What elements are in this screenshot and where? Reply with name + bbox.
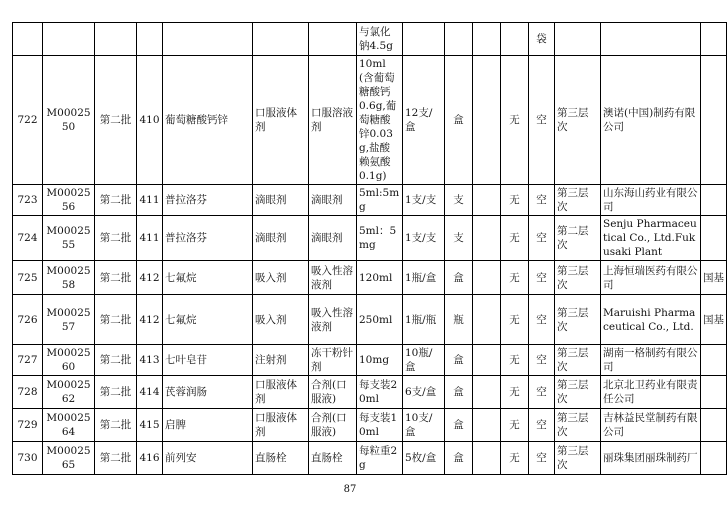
- drug-catalog-table: [12, 22, 727, 475]
- manufacturer-cell: 澳诺(中国)制药有限公司: [601, 56, 701, 185]
- empty-flag-cell: 空: [529, 261, 555, 295]
- manufacturer-cell: 丽珠集团丽珠制药厂: [601, 442, 701, 475]
- unit-cell: 盒: [445, 376, 473, 409]
- quality-level-cell: 第三层次: [555, 295, 601, 345]
- quality-level-cell: 第三层次: [555, 56, 601, 185]
- min-unit-cell: [473, 295, 501, 345]
- group-number-cell: 414: [137, 376, 163, 409]
- dosage-spec-cell: 口服溶液剂: [309, 56, 357, 185]
- page-number: 87: [343, 484, 357, 495]
- group-number-cell: 412: [137, 261, 163, 295]
- empty-flag-cell: 空: [529, 409, 555, 442]
- note-cell: [701, 56, 727, 185]
- batch-cell: 第二批: [95, 216, 137, 261]
- group-number-cell: 411: [137, 185, 163, 216]
- min-unit-cell: [473, 56, 501, 185]
- group-number-cell: 412: [137, 295, 163, 345]
- packaging-cell: 5枚/盒: [403, 442, 445, 475]
- dosage-form-cell: 口服液体剂: [253, 376, 309, 409]
- min-unit-cell: [473, 185, 501, 216]
- note-cell: [701, 442, 727, 475]
- drug-code-cell: M0002555: [43, 216, 95, 261]
- row-index-cell: [13, 23, 43, 56]
- note-cell: [701, 185, 727, 216]
- dosage-spec-cell: 合剂(口服液): [309, 376, 357, 409]
- empty-flag-cell: 空: [529, 56, 555, 185]
- unit-cell: 盒: [445, 261, 473, 295]
- group-number-cell: 411: [137, 216, 163, 261]
- table-row: [13, 376, 727, 409]
- packaging-cell: 12支/盒: [403, 56, 445, 185]
- expiry-flag-cell: [501, 23, 529, 56]
- batch-cell: 第二批: [95, 442, 137, 475]
- batch-cell: [95, 23, 137, 56]
- expiry-flag-cell: 无: [501, 442, 529, 475]
- min-unit-cell: [473, 345, 501, 376]
- table-row: [13, 409, 727, 442]
- quality-level-cell: 第三层次: [555, 409, 601, 442]
- unit-cell: 支: [445, 216, 473, 261]
- group-number-cell: 416: [137, 442, 163, 475]
- expiry-flag-cell: 无: [501, 185, 529, 216]
- batch-cell: 第二批: [95, 185, 137, 216]
- unit-cell: 支: [445, 185, 473, 216]
- drug-name-cell: 葡萄糖酸钙锌: [163, 56, 253, 185]
- batch-cell: 第二批: [95, 56, 137, 185]
- note-cell: 国基: [701, 295, 727, 345]
- min-unit-cell: [473, 376, 501, 409]
- specification-cell: 每粒重2g: [357, 442, 403, 475]
- note-cell: [701, 216, 727, 261]
- note-cell: [701, 409, 727, 442]
- quality-level-cell: 第三层次: [555, 376, 601, 409]
- dosage-spec-cell: 滴眼剂: [309, 185, 357, 216]
- quality-level-cell: 第三层次: [555, 185, 601, 216]
- specification-cell: 5ml:5mg: [357, 185, 403, 216]
- manufacturer-cell: 北京北卫药业有限责任公司: [601, 376, 701, 409]
- drug-name-cell: 七叶皂苷: [163, 345, 253, 376]
- dosage-form-cell: [253, 23, 309, 56]
- specification-cell: 与氯化钠4.5g: [357, 23, 403, 56]
- dosage-spec-cell: [309, 23, 357, 56]
- unit-cell: 盒: [445, 409, 473, 442]
- specification-cell: 5ml：5mg: [357, 216, 403, 261]
- empty-flag-cell: 空: [529, 442, 555, 475]
- expiry-flag-cell: 无: [501, 56, 529, 185]
- drug-code-cell: M0002562: [43, 376, 95, 409]
- manufacturer-cell: 吉林益民堂制药有限公司: [601, 409, 701, 442]
- packaging-cell: 1支/支: [403, 185, 445, 216]
- dosage-form-cell: 滴眼剂: [253, 185, 309, 216]
- specification-cell: 每支装20ml: [357, 376, 403, 409]
- quality-level-cell: 第三层次: [555, 261, 601, 295]
- group-number-cell: 410: [137, 56, 163, 185]
- expiry-flag-cell: 无: [501, 216, 529, 261]
- packaging-cell: 1瓶/瓶: [403, 295, 445, 345]
- drug-name-cell: 芪蓉润肠: [163, 376, 253, 409]
- manufacturer-cell: 上海恒瑞医药有限公司: [601, 261, 701, 295]
- table-row: [13, 295, 727, 345]
- manufacturer-cell: Maruishi Pharmaceutical Co., Ltd.: [601, 295, 701, 345]
- drug-name-cell: 启脾: [163, 409, 253, 442]
- dosage-spec-cell: 冻干粉针剂: [309, 345, 357, 376]
- row-index-cell: 724: [13, 216, 43, 261]
- unit-cell: 瓶: [445, 295, 473, 345]
- table-body: [13, 23, 727, 475]
- drug-code-cell: M0002556: [43, 185, 95, 216]
- table-row: [13, 442, 727, 475]
- min-unit-cell: [473, 261, 501, 295]
- drug-code-cell: M0002557: [43, 295, 95, 345]
- dosage-form-cell: 注射剂: [253, 345, 309, 376]
- expiry-flag-cell: 无: [501, 261, 529, 295]
- unit-cell: [445, 23, 473, 56]
- packaging-cell: 6支/盒: [403, 376, 445, 409]
- batch-cell: 第二批: [95, 409, 137, 442]
- unit-cell: 盒: [445, 345, 473, 376]
- expiry-flag-cell: 无: [501, 409, 529, 442]
- dosage-spec-cell: 吸入性溶液剂: [309, 261, 357, 295]
- manufacturer-cell: [601, 23, 701, 56]
- dosage-form-cell: 口服液体剂: [253, 409, 309, 442]
- specification-cell: 每支装10ml: [357, 409, 403, 442]
- empty-flag-cell: 袋: [529, 23, 555, 56]
- empty-flag-cell: 空: [529, 345, 555, 376]
- dosage-form-cell: 口服液体剂: [253, 56, 309, 185]
- table-row: [13, 56, 727, 185]
- expiry-flag-cell: 无: [501, 376, 529, 409]
- dosage-form-cell: 滴眼剂: [253, 216, 309, 261]
- note-cell: 国基: [701, 261, 727, 295]
- drug-name-cell: 前列安: [163, 442, 253, 475]
- specification-cell: 120ml: [357, 261, 403, 295]
- min-unit-cell: [473, 216, 501, 261]
- drug-name-cell: 七氟烷: [163, 261, 253, 295]
- dosage-spec-cell: 直肠栓: [309, 442, 357, 475]
- drug-code-cell: M0002565: [43, 442, 95, 475]
- min-unit-cell: [473, 23, 501, 56]
- packaging-cell: 1支/支: [403, 216, 445, 261]
- packaging-cell: 1瓶/盒: [403, 261, 445, 295]
- packaging-cell: [403, 23, 445, 56]
- row-index-cell: 729: [13, 409, 43, 442]
- table-row: [13, 23, 727, 56]
- manufacturer-cell: Senju Pharmaceutical Co., Ltd.Fukusaki Plant: [601, 216, 701, 261]
- specification-cell: 10ml(含葡萄糖酸钙0.6g,葡萄糖酸锌0.03g,盐酸赖氨酸0.1g): [357, 56, 403, 185]
- batch-cell: 第二批: [95, 345, 137, 376]
- row-index-cell: 725: [13, 261, 43, 295]
- drug-name-cell: [163, 23, 253, 56]
- table-row: [13, 185, 727, 216]
- quality-level-cell: 第三层次: [555, 442, 601, 475]
- unit-cell: 盒: [445, 56, 473, 185]
- table-row: [13, 216, 727, 261]
- min-unit-cell: [473, 442, 501, 475]
- expiry-flag-cell: 无: [501, 345, 529, 376]
- dosage-spec-cell: 合剂(口服液): [309, 409, 357, 442]
- group-number-cell: [137, 23, 163, 56]
- specification-cell: 10mg: [357, 345, 403, 376]
- drug-name-cell: 普拉洛芬: [163, 185, 253, 216]
- row-index-cell: 730: [13, 442, 43, 475]
- note-cell: [701, 376, 727, 409]
- manufacturer-cell: 山东海山药业有限公司: [601, 185, 701, 216]
- drug-name-cell: 普拉洛芬: [163, 216, 253, 261]
- batch-cell: 第二批: [95, 376, 137, 409]
- empty-flag-cell: 空: [529, 376, 555, 409]
- drug-code-cell: M0002550: [43, 56, 95, 185]
- row-index-cell: 727: [13, 345, 43, 376]
- table-row: [13, 261, 727, 295]
- empty-flag-cell: 空: [529, 185, 555, 216]
- packaging-cell: 10瓶/盒: [403, 345, 445, 376]
- batch-cell: 第二批: [95, 295, 137, 345]
- expiry-flag-cell: 无: [501, 295, 529, 345]
- packaging-cell: 10支/盒: [403, 409, 445, 442]
- dosage-spec-cell: 滴眼剂: [309, 216, 357, 261]
- unit-cell: 盒: [445, 442, 473, 475]
- table-row: [13, 345, 727, 376]
- empty-flag-cell: 空: [529, 295, 555, 345]
- dosage-spec-cell: 吸入性溶液剂: [309, 295, 357, 345]
- row-index-cell: 728: [13, 376, 43, 409]
- note-cell: [701, 345, 727, 376]
- quality-level-cell: 第二层次: [555, 216, 601, 261]
- quality-level-cell: 第三层次: [555, 345, 601, 376]
- row-index-cell: 722: [13, 56, 43, 185]
- group-number-cell: 415: [137, 409, 163, 442]
- drug-code-cell: M0002558: [43, 261, 95, 295]
- dosage-form-cell: 直肠栓: [253, 442, 309, 475]
- batch-cell: 第二批: [95, 261, 137, 295]
- min-unit-cell: [473, 409, 501, 442]
- drug-code-cell: M0002564: [43, 409, 95, 442]
- group-number-cell: 413: [137, 345, 163, 376]
- drug-code-cell: M0002560: [43, 345, 95, 376]
- specification-cell: 250ml: [357, 295, 403, 345]
- drug-code-cell: [43, 23, 95, 56]
- dosage-form-cell: 吸入剂: [253, 261, 309, 295]
- row-index-cell: 723: [13, 185, 43, 216]
- empty-flag-cell: 空: [529, 216, 555, 261]
- drug-name-cell: 七氟烷: [163, 295, 253, 345]
- note-cell: [701, 23, 727, 56]
- manufacturer-cell: 湖南一格制药有限公司: [601, 345, 701, 376]
- dosage-form-cell: 吸入剂: [253, 295, 309, 345]
- quality-level-cell: [555, 23, 601, 56]
- row-index-cell: 726: [13, 295, 43, 345]
